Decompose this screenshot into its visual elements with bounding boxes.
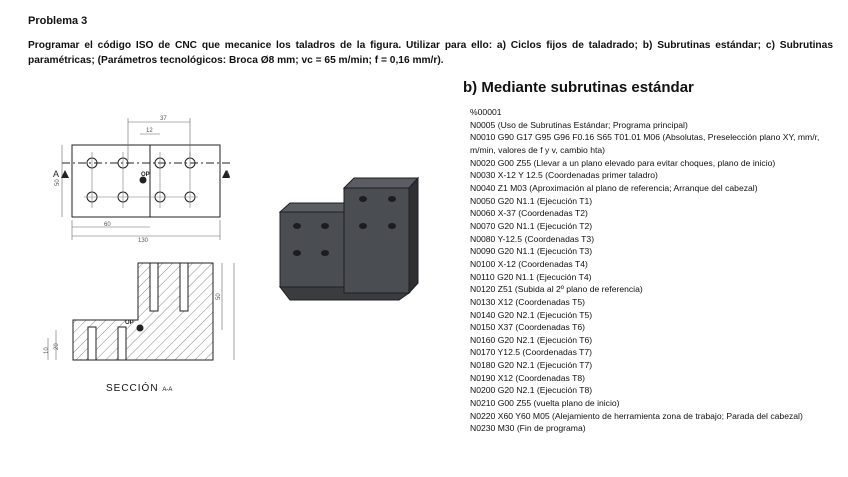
code-line: N0170 Y12.5 (Coordenadas T7) [470,347,592,358]
code-line: N0230 M30 (Fin de programa) [470,423,586,434]
code-line: N0130 X12 (Coordenadas T5) [470,296,585,307]
problem-statement: Programar el código ISO de CNC que mecanice los taladros de la figura. Utilizar para ello: a) Ciclos fijos de taladrado; b) Subrutinas estándar; c) Subrutinas paramétricas; (Parámetros tecnológicos: Broca Ø8 mm; vc = 65 m/min; f = 0,16 mm/r). [28,40,833,66]
code-line: N0030 X-12 Y 12.5 (Coordenadas primer taladro) [470,170,658,181]
code-line: N0140 G20 N2.1 (Ejecución T5) [470,309,593,320]
dim-130: 130 [138,238,149,244]
code-line: N0120 Z51 (Subida al 2º plano de referencia) [470,284,643,295]
dim-50-side: 50 [55,179,61,186]
part-3d-render [280,178,418,300]
label-op-section: OP [125,320,134,326]
code-line: N0060 X-37 (Coordenadas T2) [470,208,588,219]
section-caption [106,383,172,394]
label-op-top: OP [141,172,150,178]
section-hole-1 [88,327,96,360]
code-line: N0070 G20 N1.1 (Ejecución T2) [470,220,593,231]
code-line: N0200 G20 N2.1 (Ejecución T8) [470,385,593,396]
code-line: N0050 G20 N1.1 (Ejecución T1) [470,195,593,206]
code-line: N0040 Z1 M03 (Aproximación al plano de referencia; Arranque del cabezal) [470,182,758,193]
plan-view [61,118,232,240]
code-line: N0210 G00 Z55 (vuelta plano de inicio) [470,398,620,409]
dim-20-section: 20 [54,343,60,350]
dim-50-section: 50 [216,293,222,300]
code-line: N0220 X60 Y60 M05 (Alejamiento de herramienta zona de trabajo; Parada del cabezal) [470,410,803,421]
dim-60: 60 [104,222,111,228]
code-line: N0090 G20 N1.1 (Ejecución T3) [470,246,593,257]
code-line: %00001 [470,107,502,117]
dim-12: 12 [146,128,153,134]
code-line: N0080 Y-12.5 (Coordenadas T3) [470,233,595,244]
code-line: N0160 G20 N2.1 (Ejecución T6) [470,334,593,345]
code-line: N0020 G00 Z55 (Llevar a un plano elevado para evitar choques, plano de inicio) [470,157,776,168]
code-line: N0005 (Uso de Subrutinas Estándar; Programa principal) [470,119,688,130]
section-hole-3 [150,263,158,311]
dim-10-section: 10 [44,347,50,354]
label-a-right: A [224,169,231,179]
code-line: N0180 G20 N2.1 (Ejecución T7) [470,360,593,371]
section-caption-suffix: A-A [162,387,173,393]
code-line: N0010 G90 G17 G95 G96 F0.16 S65 T01.01 M06 (Absolutas, Preselección plano XY, mm/r, m/min, valores de f y v, cambio hta) [470,132,820,155]
code-line: N0190 X12 (Coordenadas T8) [470,372,585,383]
label-a-left: A [53,169,60,179]
section-heading: b) Mediante subrutinas estándar [463,79,694,96]
section-hole-4 [180,263,188,311]
code-line: N0100 X-12 (Coordenadas T4) [470,258,588,269]
dim-37: 37 [160,116,167,122]
section-caption-text: SECCIÓN [106,383,159,394]
section-hole-2 [118,327,126,360]
section-view [48,263,234,360]
code-line: N0150 X37 (Coordenadas T6) [470,322,585,333]
code-line: N0110 G20 N1.1 (Ejecución T4) [470,271,592,282]
section-origin-marker [137,325,144,332]
problem-title: Problema 3 [28,15,88,27]
